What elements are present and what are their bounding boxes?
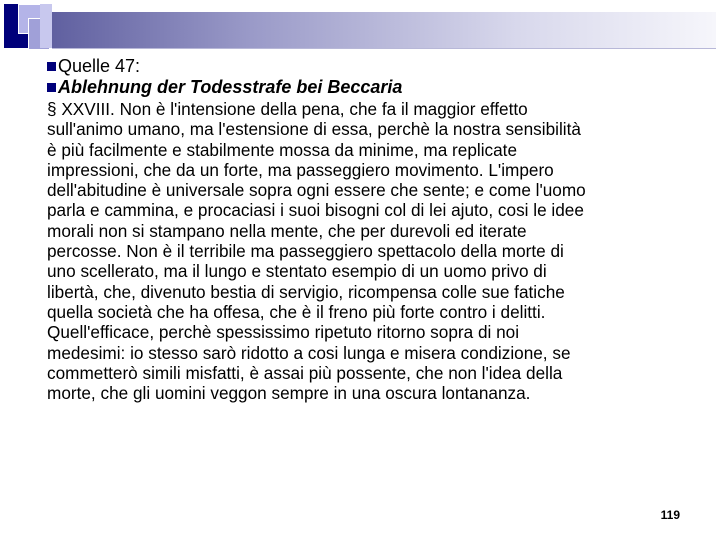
header-divider bbox=[52, 48, 716, 49]
quotation-line: morte, che gli uomini veggon sempre in una oscura lontananza. bbox=[47, 383, 531, 404]
slide-content bbox=[47, 56, 687, 403]
bullet-item-source bbox=[47, 56, 687, 77]
page-number: 119 bbox=[660, 508, 680, 522]
bullet-text: Quelle 47: bbox=[58, 56, 141, 76]
bullet-title-text: Ablehnung der Todesstrafe bei Beccaria bbox=[58, 77, 403, 97]
quotation-line: § XXVIII. Non è l'intensione della pena, che fa il maggior effetto bbox=[47, 99, 528, 119]
quotation-line: quella società che ha offesa, che è il freno più forte contro i delitti. bbox=[47, 301, 546, 322]
header-gradient-bar bbox=[52, 12, 716, 48]
square-bullet-icon bbox=[47, 83, 56, 92]
quotation-line: è più facilmente e stabilmente mossa da minime, ma replicate bbox=[47, 139, 518, 160]
quotation-line: morali non si stampano nella mente, che per durevoli ed iterate bbox=[47, 220, 527, 241]
quotation-line: dell'abitudine è universale sopra ogni essere che sente; e come l'uomo bbox=[47, 180, 586, 201]
quotation-line: medesimi: io stesso sarò ridotto a cosi lunga e misera condizione, se bbox=[47, 342, 571, 363]
square-bullet-icon bbox=[47, 62, 56, 71]
quotation-text bbox=[47, 99, 687, 403]
decorative-square-lavender-3 bbox=[40, 4, 52, 48]
quotation-line: percosse. Non è il terribile ma passeggiero spettacolo della morte di bbox=[47, 241, 564, 262]
quotation-line: libertà, che, divenuto bestia di servigio, ricompensa colle sue fatiche bbox=[47, 281, 565, 302]
quotation-line: uno scellerato, ma il lungo e stentato esempio di un uomo privo di bbox=[47, 261, 547, 282]
quotation-line: Quell'efficace, perchè spessissimo ripetuto ritorno sopra di noi bbox=[47, 322, 520, 343]
quotation-line: commetterò simili misfatti, è assai più possente, che non l'idea della bbox=[47, 362, 563, 383]
quotation-line: parla e cammina, e procaciasi i suoi bisogni col di lei ajuto, cosi le idee bbox=[47, 200, 584, 221]
quotation-line: impressioni, che da un forte, ma passeggiero movimento. L'impero bbox=[47, 159, 554, 180]
quotation-line: sull'animo umano, ma l'estensione di essa, perchè la nostra sensibilità bbox=[47, 119, 581, 140]
bullet-item-title bbox=[47, 77, 687, 98]
